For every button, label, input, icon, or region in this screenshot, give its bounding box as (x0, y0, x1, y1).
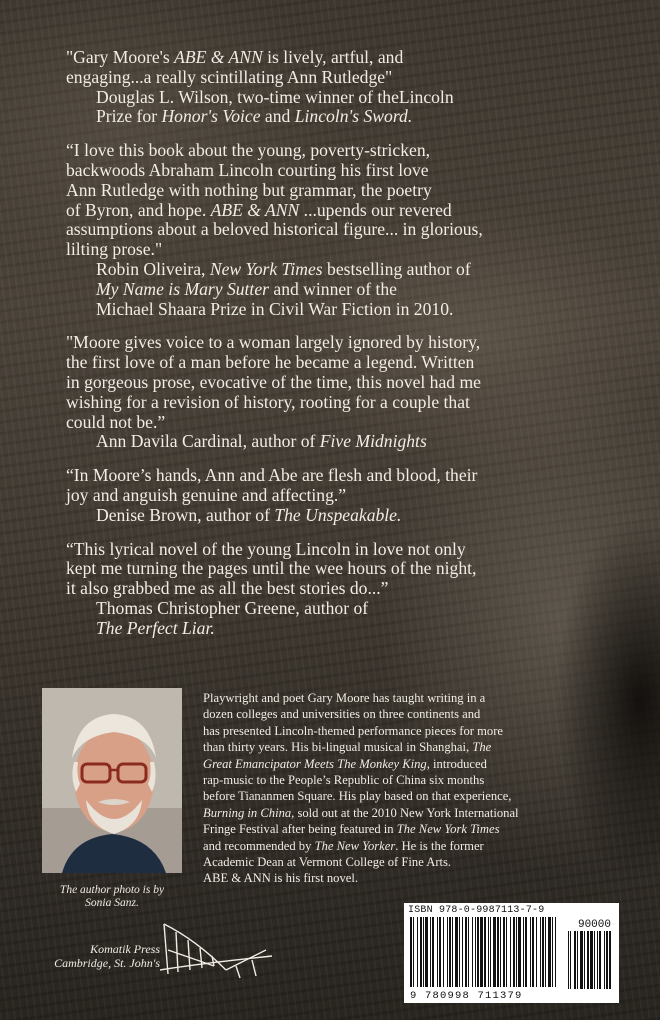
blurb-oliveira (66, 141, 656, 319)
blurbs-section (66, 48, 656, 653)
barcode-bar (490, 917, 491, 987)
publisher-logo-icon (156, 920, 276, 984)
barcode-bar (536, 917, 537, 987)
author-photo (42, 688, 182, 873)
barcode-bar (580, 931, 583, 989)
barcode-bar (530, 917, 531, 987)
blurb-text: "Gary Moore's ABE & ANN is lively, artful, and engaging...a really scintillating Ann Rutledge" (66, 47, 404, 87)
barcode-bar (432, 917, 434, 987)
barcode-bar (455, 917, 458, 987)
barcode-bar (447, 917, 448, 987)
barcode-bar (465, 917, 467, 987)
blurb-attribution: Thomas Christopher Greene, author of The Perfect Liar. (96, 597, 369, 638)
blurb-cardinal (66, 333, 656, 452)
price-code: 90000 (577, 919, 611, 931)
book-title: ABE & ANN (210, 199, 300, 220)
barcode-bar (570, 931, 571, 989)
barcode-bar (506, 917, 507, 987)
barcode-bar (516, 917, 517, 987)
barcode-bar (417, 917, 418, 987)
barcode-bar (503, 917, 505, 987)
barcode-bar (587, 931, 589, 989)
barcode-bar (590, 931, 593, 989)
barcode-bar (437, 917, 438, 987)
blurb-text: "Moore gives voice to a woman largely ignored by history, the first love of a man before he became a legend. Written in gorgeous prose, evocative of the time, this novel had me wishing for a revision of history, rooting for a couple that could not be.” (66, 332, 481, 432)
blurb-attribution: Robin Oliveira, New York Times bestselling author of My Name is Mary Sutter and winner of the Michael Shaara Prize in Civil War Fiction in 2010. (96, 258, 471, 319)
blurb-attribution: Douglas L. Wilson, two-time winner of theLincoln Prize for Honor's Voice and Lincoln's Sword. (96, 86, 454, 127)
barcode-bar (493, 917, 496, 987)
barcode-bar (540, 917, 541, 987)
barcode-bar (462, 917, 463, 987)
author-portrait-drawing (42, 688, 182, 873)
barcode-bar (439, 917, 441, 987)
blurb-attribution: Ann Davila Cardinal, author of Five Midnights (96, 431, 427, 452)
publisher-imprint: Komatik Press Cambridge, St. John's (54, 942, 160, 970)
barcode-bar (545, 917, 546, 987)
barcode-bar (472, 917, 473, 987)
blurb-text: “In Moore’s hands, Ann and Abe are flesh and blood, their joy and anguish genuine and affecting.” (66, 465, 478, 505)
barcode-bar (430, 917, 431, 987)
barcode-bar (542, 917, 544, 987)
barcode-bar (548, 917, 551, 987)
author-bio: Playwright and poet Gary Moore has taught writing in a dozen colleges and universities on three continents and has presented Lincoln-themed performance pieces for more than thirty years. His bi-lingual musical in Shanghai, The Great Emancipator Meets The Monkey King, introduced rap-music to the People’s Republic of China six months before Tiananmen Square. His play based on that experience, Burning in China, sold out at the 2010 New York International Fringe Festival after being featured in The New York Times and recommended by The New Yorker. He is the former Academic Dean at Vermont College of Fine Arts. ABE & ANN is his first novel. (203, 691, 519, 886)
barcode-bar (484, 917, 486, 987)
barcode-bar (584, 931, 585, 989)
barcode-bar (568, 931, 569, 989)
barcode-bar (599, 931, 601, 989)
barcode-bars (408, 917, 558, 987)
barcode-bar (525, 917, 527, 987)
photo-credit: The author photo is by Sonia Sanz. (59, 884, 165, 909)
barcode-bar (604, 931, 605, 989)
barcode-bar (574, 931, 576, 989)
barcode-bar (597, 931, 598, 989)
barcode-bar (459, 917, 460, 987)
blurb-attribution: Denise Brown, author of The Unspeakable. (96, 504, 402, 525)
barcode-bar (497, 917, 499, 987)
barcode-bar (449, 917, 451, 987)
isbn-label: ISBN 978-0-9987113-7-9 (408, 905, 545, 916)
barcode-bar (413, 917, 414, 987)
blurb-text: “This lyrical novel of the young Lincoln in love not only kept me turning the pages until the wee hours of the night, it also grabbed me as all the best stories do...” (66, 538, 477, 599)
barcode-bar (510, 917, 511, 987)
barcode-bar (423, 917, 424, 987)
barcode-bar (552, 917, 553, 987)
barcode-bar (488, 917, 489, 987)
blurb-greene (66, 540, 656, 639)
price-barcode-bars (566, 931, 614, 989)
barcode-bar (532, 917, 534, 987)
barcode-bar (410, 917, 412, 987)
barcode-bar (577, 931, 578, 989)
barcode-bar (425, 917, 428, 987)
barcode-bar (480, 917, 483, 987)
barcode-bar (420, 917, 422, 987)
barcode-bar (475, 917, 476, 987)
blurb-wilson (66, 48, 656, 127)
blurb-brown (66, 466, 656, 525)
barcode-digits: 9 780998 711379 (410, 990, 523, 1002)
barcode-bar (594, 931, 595, 989)
barcode-bar (500, 917, 501, 987)
isbn-barcode (404, 903, 619, 1003)
barcode-bar (477, 917, 479, 987)
barcode-bar (523, 917, 524, 987)
book-title: ABE & ANN (174, 47, 263, 67)
barcode-bar (606, 931, 608, 989)
barcode-bar (443, 917, 444, 987)
barcode-bar (555, 917, 556, 987)
barcode-bar (468, 917, 469, 987)
barcode-bar (609, 931, 611, 989)
barcode-bar (513, 917, 515, 987)
barcode-bar (452, 917, 453, 987)
barcode-bar (518, 917, 521, 987)
blurb-text: “I love this book about the young, poverty-stricken, backwoods Abraham Lincoln courting his first love Ann Rutledge with nothing but grammar, the poetry of Byron, and hope. ABE & ANN ...upends our revered assumptions about a beloved historical figure... in glorious, lilting prose." (66, 140, 483, 260)
